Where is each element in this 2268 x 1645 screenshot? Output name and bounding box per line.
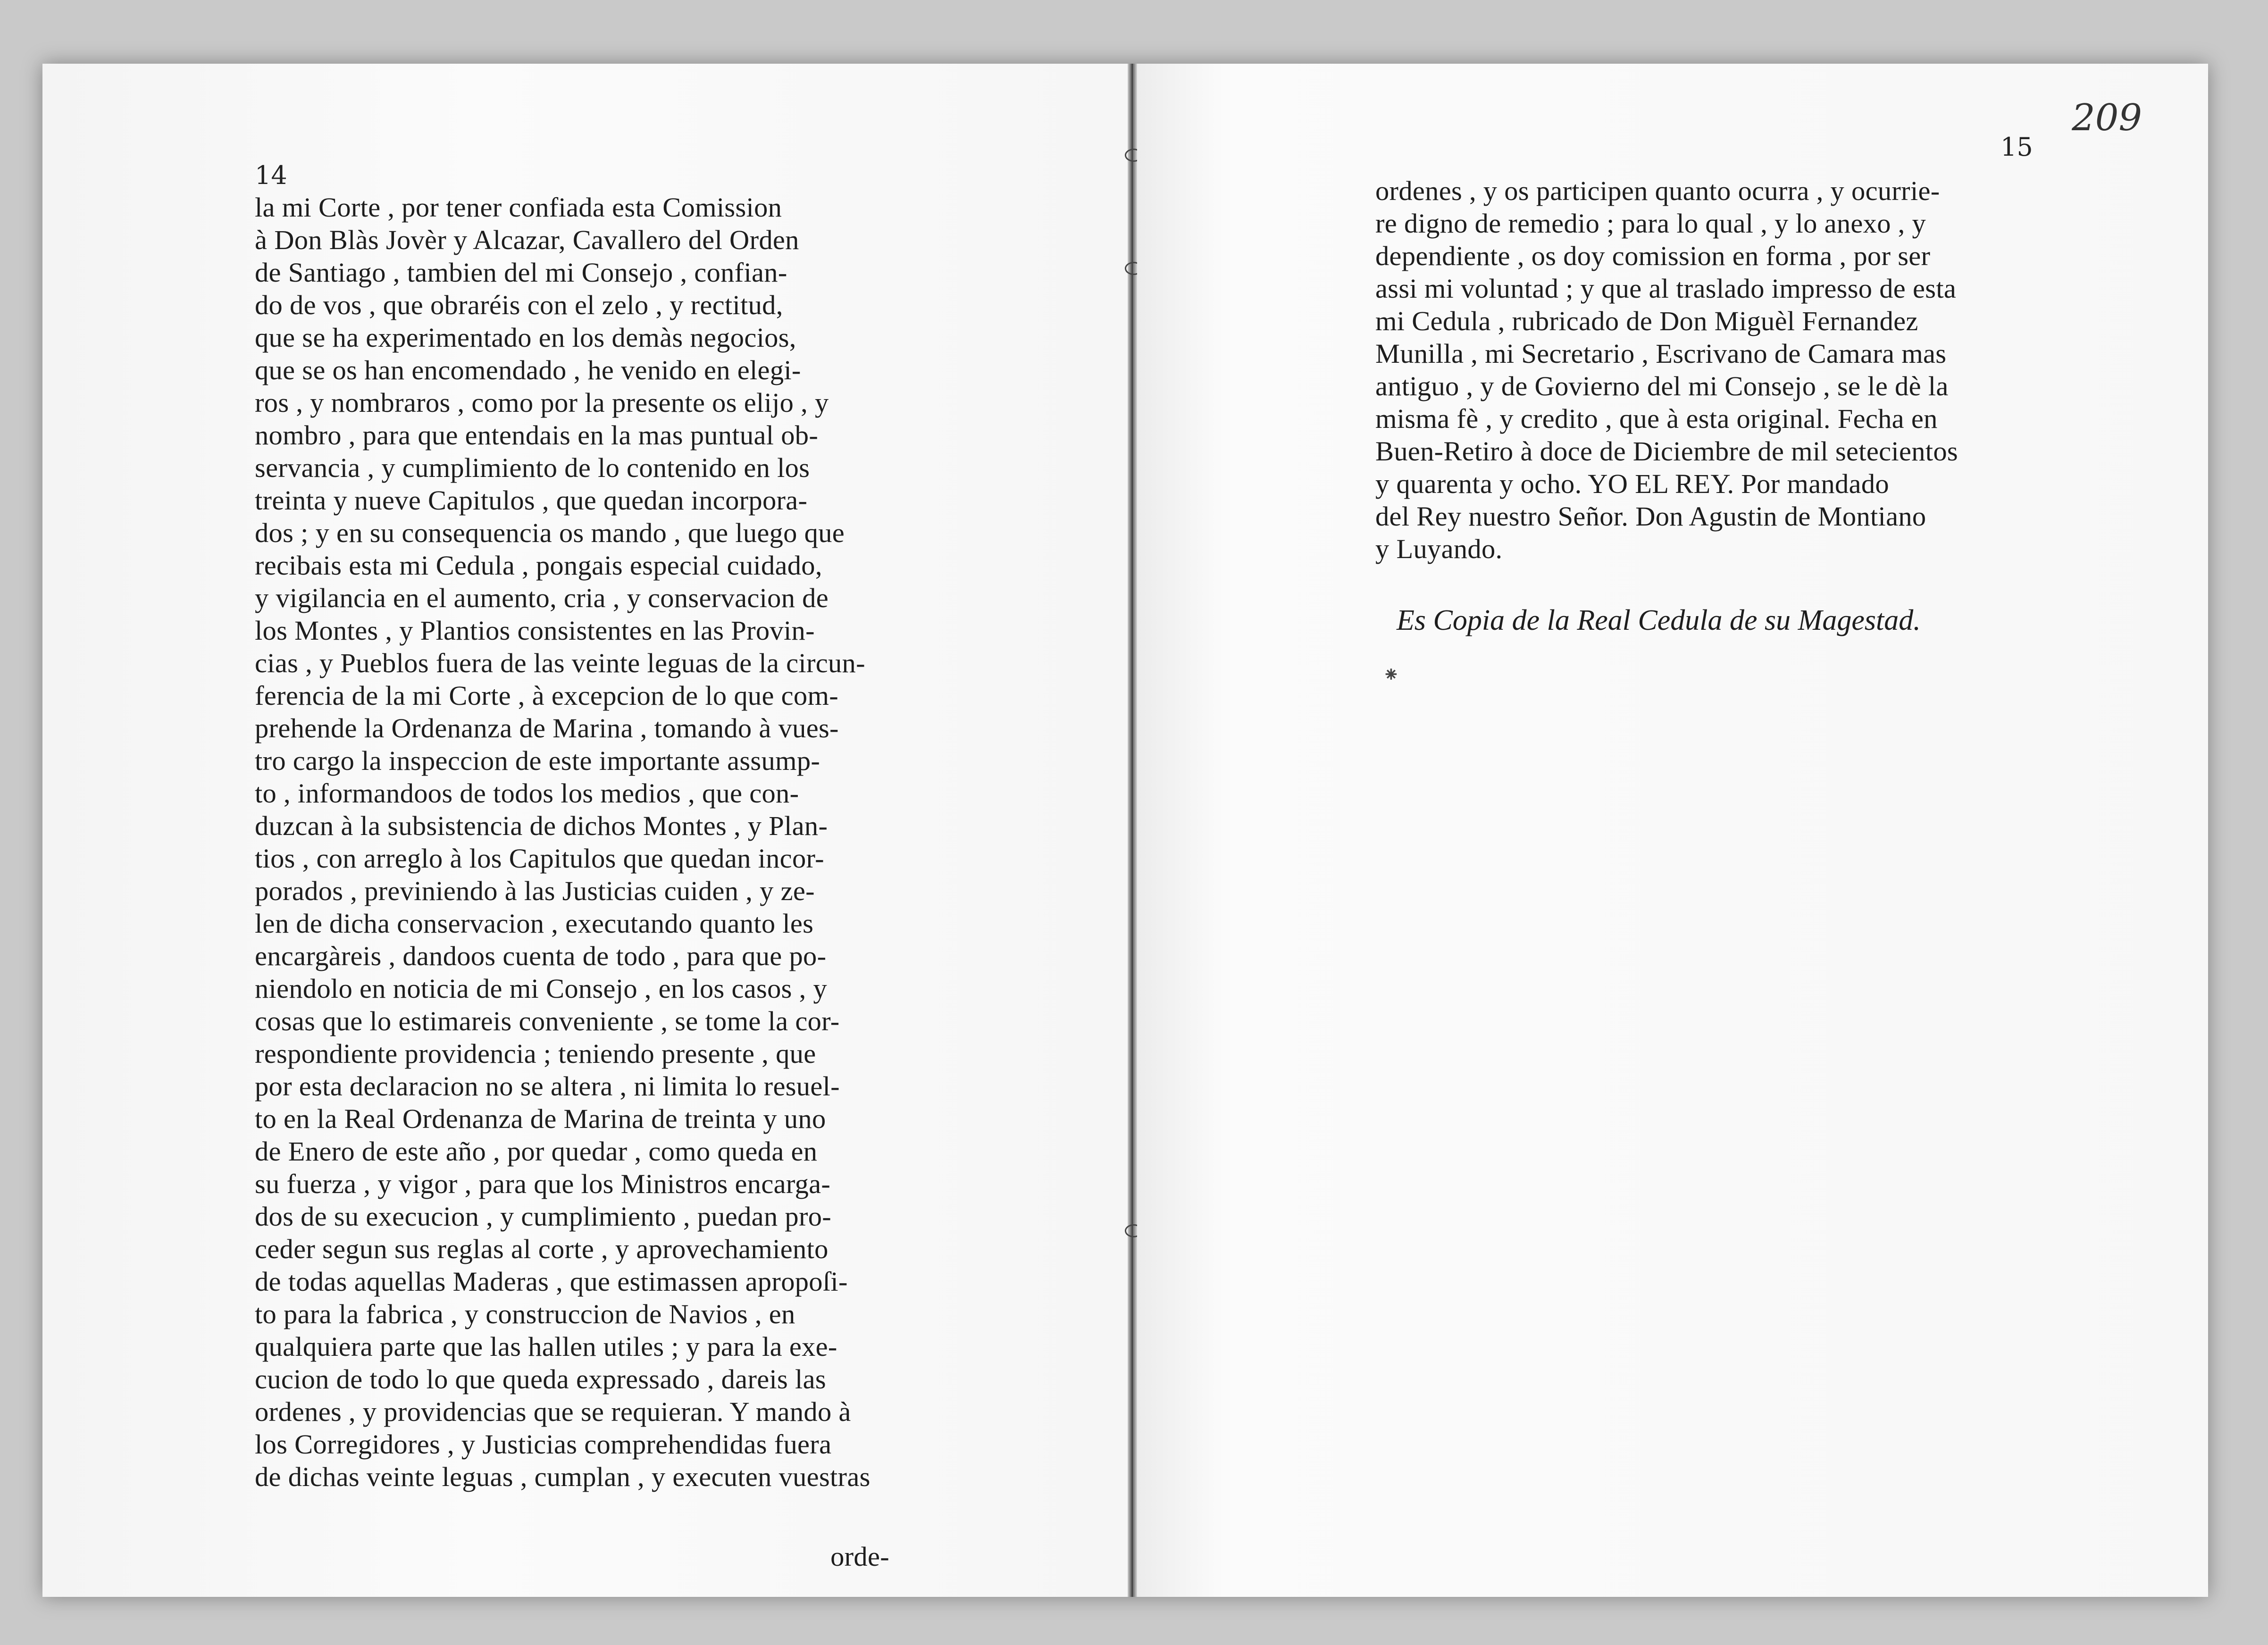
text-line: su fuerza , y vigor , para que los Ministros encarga- (255, 1169, 831, 1199)
text-line: y vigilancia en el aumento, cria , y conservacion de (255, 583, 829, 613)
text-line: misma fè , y credito , que à esta original. Fecha en (1375, 403, 1938, 434)
right-page-text (1375, 175, 2055, 565)
text-line: los Corregidores , y Justicias comprehendidas fuera (255, 1429, 832, 1460)
text-line: nombro , para que entendais en la mas puntual ob- (255, 420, 819, 451)
text-line: tro cargo la inspeccion de este importante assump- (255, 745, 820, 776)
text-line: antiguo , y de Govierno del mi Consejo , se le dè la (1375, 371, 1949, 401)
text-line: ordenes , y providencias que se requieran. Y mando à (255, 1396, 851, 1427)
text-line: del Rey nuestro Señor. Don Agustin de Montiano (1375, 501, 1926, 532)
text-line: re digno de remedio ; para lo qual , y lo anexo , y (1375, 208, 1926, 239)
left-page-text (255, 191, 892, 1493)
catchword (255, 1540, 889, 1573)
text-line: de dichas veinte leguas , cumplan , y executen vuestras (255, 1461, 870, 1492)
right-page-number: 15 (2000, 132, 2033, 162)
text-line: tios , con arreglo à los Capitulos que quedan incor- (255, 843, 824, 874)
text-line: respondiente providencia ; teniendo presente , que (255, 1038, 816, 1069)
text-line: de Santiago , tambien del mi Consejo , confian- (255, 257, 787, 288)
text-line: to , informandoos de todos los medios , que con- (255, 778, 799, 809)
text-line: y quarenta y ocho. YO EL REY. Por mandado (1375, 468, 1889, 499)
text-line: dependiente , os doy comission en forma , por ser (1375, 241, 1931, 271)
text-line: cucion de todo lo que queda expressado , dareis las (255, 1364, 826, 1394)
text-line: to para la fabrica , y construccion de Navios , en (255, 1299, 795, 1329)
text-line: do de vos , que obraréis con el zelo , y rectitud, (255, 290, 783, 320)
text-line: ferencia de la mi Corte , à excepcion de lo que com- (255, 680, 839, 711)
catchword-text: orde- (830, 1541, 889, 1572)
text-line: cias , y Pueblos fuera de las veinte leguas de la circun- (255, 648, 865, 678)
document-spread (42, 64, 2208, 1597)
text-line: len de dicha conservacion , executando quanto les (255, 908, 814, 939)
text-line: dos ; y en su consequencia os mando , que luego que (255, 518, 845, 548)
text-line: qualquiera parte que las hallen utiles ; y para la exe- (255, 1331, 837, 1362)
text-line: y Luyando. (1375, 534, 1503, 564)
text-line: que se os han encomendado , he venido en elegi- (255, 355, 801, 385)
text-line: ordenes , y os participen quanto ocurra , y ocurrie- (1375, 175, 1940, 206)
text-line: Buen-Retiro à doce de Diciembre de mil setecientos (1375, 436, 1958, 467)
text-line: ros , y nombraros , como por la presente os elijo , y (255, 387, 829, 418)
text-line: Munilla , mi Secretario , Escrivano de Camara mas (1375, 338, 1947, 369)
text-line: que se ha experimentado en los demàs negocios, (255, 322, 796, 353)
text-line: ceder segun sus reglas al corte , y aprovechamiento (255, 1234, 829, 1264)
ink-mark: ⁕ (1382, 663, 1400, 687)
folio-number: 209 (2072, 97, 2142, 139)
text-line: dos de su execucion , y cumplimiento , puedan pro- (255, 1201, 832, 1232)
text-line: recibais esta mi Cedula , pongais especial cuidado, (255, 550, 822, 581)
book-spine (1128, 64, 1137, 1597)
text-line: de todas aquellas Maderas , que estimassen apropoſi- (255, 1266, 848, 1297)
text-line: niendolo en noticia de mi Consejo , en los casos , y (255, 973, 828, 1004)
left-page-number: 14 (255, 160, 287, 190)
text-line: cosas que lo estimareis conveniente , se tome la cor- (255, 1006, 840, 1036)
text-line: treinta y nueve Capitulos , que quedan incorpora- (255, 485, 808, 516)
left-page (42, 64, 1128, 1597)
text-line: encargàreis , dandoos cuenta de todo , para que po- (255, 941, 827, 971)
text-line: assi mi voluntad ; y que al traslado impresso de esta (1375, 273, 1957, 304)
text-line: porados , previniendo à las Justicias cuiden , y ze- (255, 876, 815, 906)
text-line: duzcan à la subsistencia de dichos Montes , y Plan- (255, 810, 828, 841)
text-line: los Montes , y Plantios consistentes en las Provin- (255, 615, 815, 646)
text-line: servancia , y cumplimiento de lo contenido en los (255, 452, 810, 483)
text-line: mi Cedula , rubricado de Don Miguèl Fernandez (1375, 306, 1918, 336)
text-line: prehende la Ordenanza de Marina , tomando à vues- (255, 713, 839, 743)
text-line: à Don Blàs Jovèr y Alcazar, Cavallero del Orden (255, 225, 799, 255)
closing-line: Es Copia de la Real Cedula de su Magestad. (1397, 604, 1921, 636)
text-line: to en la Real Ordenanza de Marina de treinta y uno (255, 1103, 826, 1134)
text-line: por esta declaracion no se altera , ni limita lo resuel- (255, 1071, 840, 1102)
text-line: de Enero de este año , por quedar , como queda en (255, 1136, 818, 1167)
text-line: la mi Corte , por tener confiada esta Comission (255, 192, 782, 223)
